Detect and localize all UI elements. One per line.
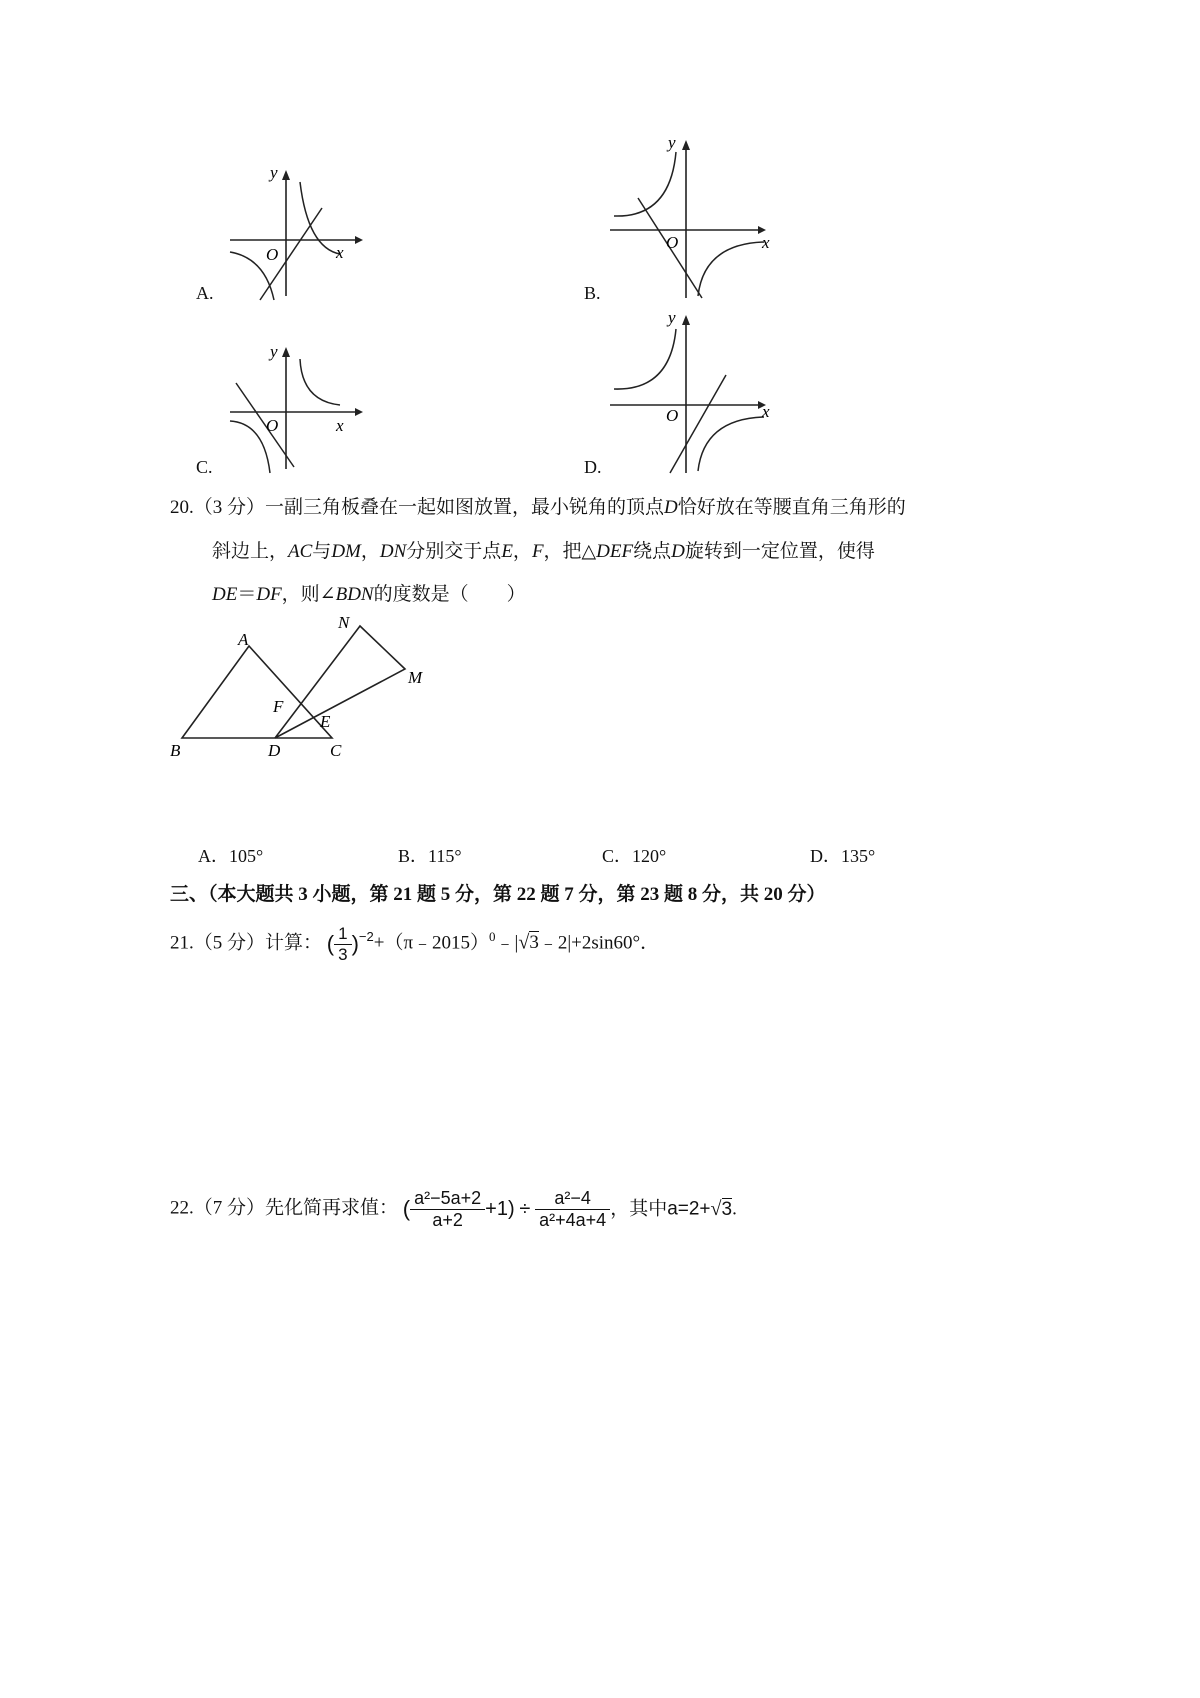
math-var: D	[671, 541, 685, 562]
point-label-d: D	[268, 741, 281, 760]
hyperbola-line-graph-a	[190, 160, 390, 310]
math-var: F	[531, 541, 544, 562]
choice-letter: D．	[810, 846, 841, 866]
x-axis-label: x	[762, 233, 770, 252]
question-text: ，其中	[610, 1198, 668, 1220]
question-text: 旋转到一定位置，使得	[684, 541, 875, 562]
math-var: DEF	[596, 541, 634, 562]
hyperbola-line-graph-b	[608, 130, 808, 305]
math-var: D	[664, 497, 678, 518]
y-axis-label: y	[270, 342, 278, 361]
question-text: 绕点	[633, 541, 672, 562]
choice-value: 120°	[632, 846, 667, 866]
choice-c[interactable]	[602, 842, 666, 868]
math-var: DE	[212, 584, 238, 605]
choice-value: 115°	[428, 846, 462, 866]
fraction-denominator: a²+4a+4	[539, 1209, 607, 1230]
math-var: AC	[288, 541, 313, 562]
question-text: 分别交于点	[406, 541, 502, 562]
graph-option-b	[608, 130, 808, 305]
question-text: 恰好放在等腰直角三角形的	[677, 497, 906, 518]
question-text: 斜边上，	[212, 541, 289, 562]
math-var: BDN	[335, 584, 374, 605]
question-20-line-3	[212, 585, 526, 604]
exponent: −2	[358, 929, 374, 945]
question-text: 一副三角板叠在一起如图放置，最小锐角的顶点	[265, 497, 665, 518]
choice-value: 135°	[841, 846, 876, 866]
y-axis-label: y	[668, 308, 676, 327]
sqrt-argument: 3	[721, 1198, 733, 1220]
fraction-numerator: a²−5a+2	[410, 1188, 485, 1210]
choice-b[interactable]	[398, 842, 462, 868]
option-b-label: B.	[584, 283, 601, 303]
question-22: 22.（7 分）先化简再求值： ( $\frac{\text{a²−5a+2}}{a+2}$ +1) ÷ $\frac{\text{a²−4}}{\text{a²+4a+4}}$ ，其中a=2+√3.	[170, 1188, 737, 1230]
math-var: E	[501, 541, 513, 562]
math-var: DF	[256, 584, 282, 605]
y-axis-label: y	[668, 133, 676, 152]
question-number: 21.	[170, 932, 194, 954]
point-label-b: B	[170, 741, 181, 760]
graph-option-a	[190, 160, 390, 310]
question-text: 先化简再求值：	[265, 1197, 399, 1219]
section-3-heading: 三、（本大题共 3 小题，第 21 题 5 分，第 22 题 7 分，第 23 题 8 分，共 20 分）	[170, 884, 826, 905]
fraction-denominator: a+2	[432, 1209, 463, 1230]
choice-a[interactable]	[198, 842, 263, 868]
math-text: a=2+	[667, 1198, 711, 1220]
question-21: 21.（5 分）计算： ( $\frac{1}{3}$ )$^{-2}$+（π﹣2015）$^0$﹣|√3﹣2|+2sin60°．	[170, 924, 660, 964]
point-label-n: N	[338, 613, 350, 632]
math-text: +（π﹣2015）	[373, 932, 490, 954]
choice-letter: B．	[398, 846, 429, 866]
x-axis-label: x	[762, 402, 770, 421]
triangles-diagram	[170, 612, 460, 762]
point-label-m: M	[408, 668, 423, 687]
y-axis-label: y	[270, 163, 278, 182]
option-a-label: A.	[196, 283, 214, 303]
choice-value: 105°	[229, 846, 264, 866]
option-d-label: D.	[584, 457, 602, 477]
math-text: ﹣2|+2sin60°．	[538, 932, 660, 954]
choice-letter: A．	[198, 846, 229, 866]
math-text: +1)	[485, 1198, 515, 1221]
math-var: DN	[379, 541, 407, 562]
math-var: DM	[331, 541, 361, 562]
point-label-f: F	[273, 697, 284, 716]
triangle-figure	[170, 612, 460, 762]
question-number: 20.	[170, 497, 194, 518]
hyperbola-line-graph-c	[190, 335, 390, 480]
fraction-numerator: 1	[334, 924, 351, 945]
fraction-numerator: a²−4	[535, 1188, 610, 1210]
origin-label: O	[666, 406, 679, 425]
question-text: 与	[312, 541, 332, 562]
point-label-e: E	[320, 712, 331, 731]
point-label-c: C	[330, 741, 342, 760]
fraction-1	[410, 1188, 485, 1230]
sqrt-argument: 3	[529, 932, 539, 954]
question-text: ，	[360, 541, 380, 562]
question-text: 的度数是（ ）	[373, 584, 526, 605]
question-20-line-2	[212, 542, 875, 561]
graph-option-d	[608, 305, 808, 480]
choice-d[interactable]	[810, 842, 875, 868]
x-axis-label: x	[336, 416, 344, 435]
choice-letter: C．	[602, 846, 633, 866]
question-number: 22.	[170, 1197, 194, 1219]
fraction	[334, 924, 351, 964]
question-text: ，则∠	[281, 584, 336, 605]
question-text: ，把△	[543, 541, 597, 562]
question-score: （3 分）	[193, 497, 266, 518]
option-c-label: C.	[196, 457, 213, 477]
question-text: 计算：	[265, 932, 323, 954]
question-20-line-1	[170, 498, 906, 517]
point-label-a: A	[238, 630, 249, 649]
divide-sign: ÷	[519, 1198, 531, 1221]
hyperbola-line-graph-d	[608, 305, 808, 480]
question-score: （7 分）	[193, 1197, 266, 1219]
exponent: 0	[489, 929, 496, 945]
origin-label: O	[266, 416, 279, 435]
question-text: ＝	[237, 584, 257, 605]
origin-label: O	[666, 233, 679, 252]
question-text: ，	[512, 541, 532, 562]
math-text: .	[732, 1198, 737, 1220]
origin-label: O	[266, 245, 279, 264]
graph-option-c	[190, 335, 390, 480]
fraction-2	[535, 1188, 610, 1230]
question-score: （5 分）	[193, 932, 266, 954]
fraction-denominator: 3	[338, 944, 348, 964]
math-text: ﹣|	[495, 932, 519, 954]
x-axis-label: x	[336, 243, 344, 262]
